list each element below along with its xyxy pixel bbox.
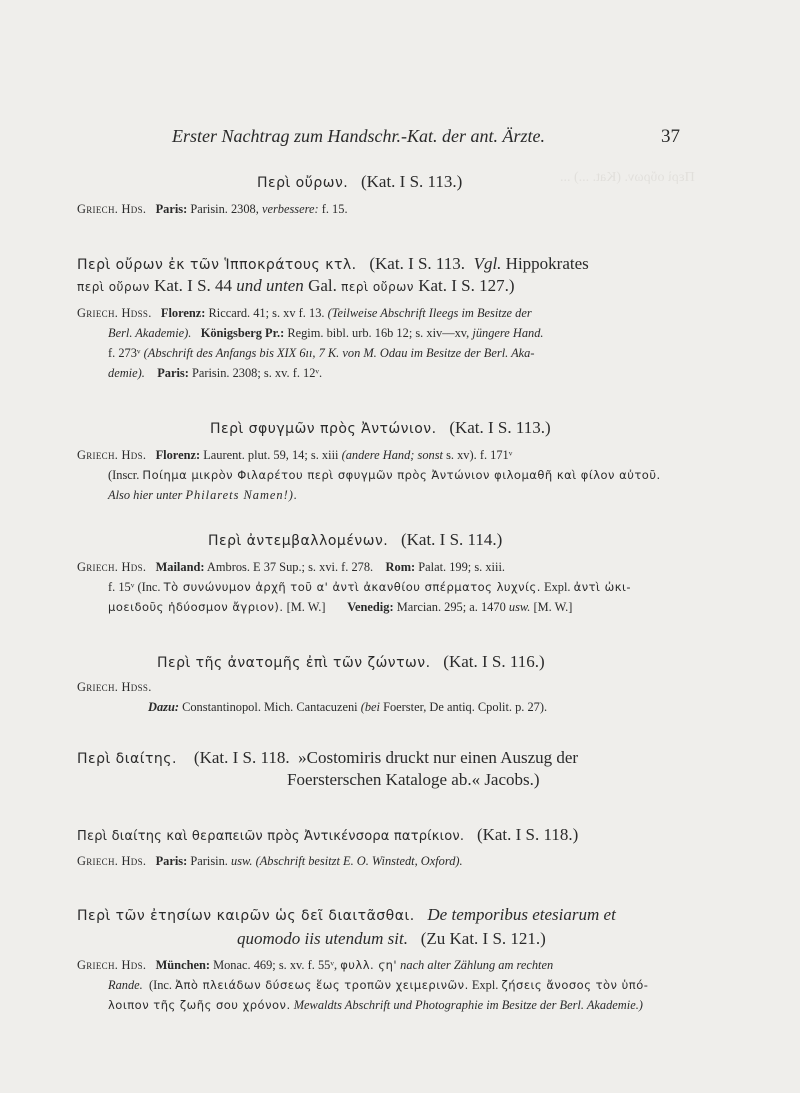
entry-heading-cont: [237, 929, 546, 949]
note: Dazu:: [148, 700, 179, 714]
note: (Abschrift des Anfangs bis XIX 6ıı, 7 K. von M. Odau im Besitze der Berl. Aka-: [143, 346, 535, 360]
entry-heading: [77, 825, 578, 845]
greek-text: ζήσεις ἄνοσος τὸν ὑπό-: [501, 978, 649, 992]
greek-title: Περὶ διαίτης καὶ θεραπειῶν πρὸς Ἀντικένσορα πατρίκιον.: [77, 829, 465, 844]
manuscript-line: [108, 468, 661, 483]
greek-title: Περὶ ἀντεμβαλλομένων.: [208, 533, 389, 549]
greek-title: περὶ οὔρων: [77, 280, 150, 294]
greek-text: μοειδοῦς ἡδύοσμον ἄγριον).: [108, 600, 284, 614]
note: Also hier unter: [108, 488, 183, 502]
note: usw.: [508, 600, 531, 614]
cross-ref: Gal.: [308, 276, 337, 295]
section-label: Griech. Hds.: [77, 854, 147, 868]
note: Foersterschen Kataloge ab.« Jacobs.): [287, 770, 540, 789]
entry-heading-cont: [77, 276, 515, 296]
catalogue-ref: (Kat. I S. 113.): [360, 172, 463, 191]
section-label: Griech. Hds.: [77, 202, 147, 216]
note: verbessere:: [261, 202, 319, 216]
incipit-label: (Inscr.: [108, 468, 140, 482]
library-name: Paris:: [155, 202, 188, 216]
shelfmark: Monac. 469; s. xv. f. 55ᵛ,: [213, 958, 338, 972]
greek-title: Περὶ σφυγμῶν πρὸς Ἀντώνιον.: [210, 421, 437, 437]
note: (bei: [360, 700, 380, 714]
note: »Costomiris druckt nur einen Auszug der: [298, 748, 579, 767]
catalogue-ref: (Kat. I S. 113.: [369, 254, 466, 273]
greek-text: φυλλ. ϛη': [340, 958, 398, 972]
entry-heading: [77, 748, 578, 768]
note: (Teilweise Abschrift Ileegs im Besitze der: [327, 306, 532, 320]
incipit-label: f. 15ᵛ (Inc.: [108, 580, 161, 594]
manuscript-line: [77, 202, 348, 217]
greek-title: Περὶ οὔρων.: [257, 175, 349, 191]
note: (andere Hand; sonst: [341, 448, 443, 462]
library-name: Rom:: [385, 560, 416, 574]
manuscript-line: [77, 680, 152, 695]
catalogue-ref: Kat. I S. 127.): [418, 276, 515, 295]
greek-title: Περὶ διαίτης.: [77, 751, 177, 767]
entry-heading: [208, 530, 502, 550]
manuscript-line: [108, 998, 643, 1013]
catalogue-ref: (Kat. I S. 114.): [400, 530, 503, 549]
library-name: Florenz:: [155, 448, 201, 462]
manuscript-line: [108, 600, 572, 615]
entry-heading: [77, 254, 589, 274]
greek-title: περὶ οὔρων: [341, 280, 414, 294]
folio: f. 273ᵛ: [108, 346, 141, 360]
greek-text: ἀντὶ ὠκι-: [573, 580, 632, 594]
note: (Abschrift besitzt E. O. Winstedt, Oxford).: [255, 854, 463, 868]
manuscript-line: [77, 448, 512, 463]
manuscript-line: [148, 700, 547, 715]
manuscript-line: [108, 978, 648, 993]
note: usw.: [231, 854, 253, 868]
library-name: Paris:: [155, 854, 188, 868]
library-name: Florenz:: [160, 306, 206, 320]
note: jüngere Hand.: [472, 326, 544, 340]
greek-title: Περὶ τῆς ἀνατομῆς ἐπὶ τῶν ζώντων.: [157, 655, 431, 671]
section-label: Griech. Hdss.: [77, 680, 152, 694]
manuscript-line: [108, 366, 322, 381]
note: demie).: [108, 366, 145, 380]
greek-text: Τὸ συνώνυμον ἀρχῆ τοῦ α' ἀντὶ ἀκανθίου σπέρματος λυχνίς.: [163, 580, 541, 594]
shelfmark: Palat. 199; s. xiii.: [418, 560, 505, 574]
greek-title: Περὶ τῶν ἐτησίων καιρῶν ὡς δεῖ διαιτᾶσθαι.: [77, 908, 415, 924]
greek-text: Ποίημα μικρὸν Φιλαρέτου περὶ σφυγμῶν πρὸς Ἀντώνιον φιλομαθῆ καὶ φίλον αὐτοῦ.: [142, 468, 661, 482]
manuscript-line: [77, 560, 505, 575]
entry-heading: [157, 652, 545, 672]
entry-heading: [257, 172, 462, 192]
running-title: Erster Nachtrag zum Handschr.-Kat. der ant. Ärzte.: [172, 126, 545, 146]
attribution: [M. W.]: [533, 600, 573, 614]
section-label: Griech. Hds.: [77, 958, 147, 972]
explicit-label: Expl.: [471, 978, 499, 992]
manuscript-line: [108, 488, 298, 503]
running-header: [160, 126, 680, 154]
page-number: 37: [661, 126, 680, 147]
library-name: Mailand:: [155, 560, 205, 574]
library-name: Königsberg Pr.:: [200, 326, 285, 340]
shelfmark: Constantinopol. Mich. Cantacuzeni: [182, 700, 358, 714]
shelfmark: Marcian. 295; a. 1470: [396, 600, 506, 614]
entry-heading-cont: [287, 770, 540, 790]
manuscript-line: [108, 580, 631, 595]
latin-title: quomodo iis utendum sit.: [237, 929, 408, 948]
note: nach alter Zählung am rechten: [400, 958, 554, 972]
library-name: München:: [155, 958, 210, 972]
greek-text: λοιπον τῆς ζωῆς σου χρόνον.: [108, 998, 291, 1012]
library-name: Venedig:: [347, 600, 394, 614]
manuscript-line: [108, 326, 544, 341]
greek-text: Ἀπὸ πλειάδων δύσεως ἕως τροπῶν χειμερινῶν.: [175, 978, 469, 992]
note: und unten: [236, 276, 304, 295]
incipit-label: (Inc.: [148, 978, 173, 992]
shelfmark: Parisin. 2308,: [190, 202, 259, 216]
shelfmark: Parisin.: [190, 854, 228, 868]
latin-title: De temporibus etesiarum et: [427, 905, 616, 924]
manuscript-line: [77, 958, 553, 973]
explicit-label: Expl.: [544, 580, 571, 594]
note: Berl. Akademie).: [108, 326, 192, 340]
manuscript-line: [77, 854, 463, 869]
catalogue-ref: Kat. I S. 44: [154, 276, 233, 295]
folio: f. 15.: [321, 202, 348, 216]
entry-heading: [210, 418, 551, 438]
note: Mewaldts Abschrift und Photographie im Besitze der Berl. Akademie.): [293, 998, 643, 1012]
section-label: Griech. Hds.: [77, 560, 147, 574]
manuscript-line: [77, 306, 532, 321]
section-label: Griech. Hdss.: [77, 306, 152, 320]
shelfmark: Riccard. 41; s. xv f. 13.: [208, 306, 325, 320]
note: Rande.: [108, 978, 143, 992]
shelfmark: Regim. bibl. urb. 16b 12; s. xiv—xv,: [287, 326, 470, 340]
note: Vgl.: [473, 254, 502, 273]
source-citation: Foerster, De antiq. Cpolit. p. 27).: [383, 700, 548, 714]
catalogue-ref: (Kat. I S. 116.): [443, 652, 545, 671]
manuscript-line: [108, 346, 535, 361]
bleed-through-text: Περὶ οὔρων. (Kat. ...) ...: [560, 170, 695, 185]
catalogue-ref: (Kat. I S. 113.): [449, 418, 551, 437]
folio: s. xv). f. 171ᵛ: [446, 448, 513, 462]
catalogue-ref: (Kat. I S. 118.): [476, 825, 579, 844]
note: Philarets Namen!).: [185, 488, 298, 502]
shelfmark: Parisin. 2308; s. xv. f. 12ᵛ.: [191, 366, 323, 380]
attribution: [M. W.]: [286, 600, 326, 614]
shelfmark: Ambros. E 37 Sup.; s. xvi. f. 278.: [206, 560, 374, 574]
catalogue-ref: (Kat. I S. 118.: [193, 748, 290, 767]
shelfmark: Laurent. plut. 59, 14; s. xiii: [203, 448, 339, 462]
entry-heading: [77, 905, 616, 925]
cross-ref: Hippokrates: [505, 254, 589, 273]
catalogue-ref: (Zu Kat. I S. 121.): [420, 929, 546, 948]
greek-title: Περὶ οὔρων ἐκ τῶν Ἱπποκράτους κτλ.: [77, 257, 357, 273]
library-name: Paris:: [157, 366, 189, 380]
section-label: Griech. Hds.: [77, 448, 147, 462]
